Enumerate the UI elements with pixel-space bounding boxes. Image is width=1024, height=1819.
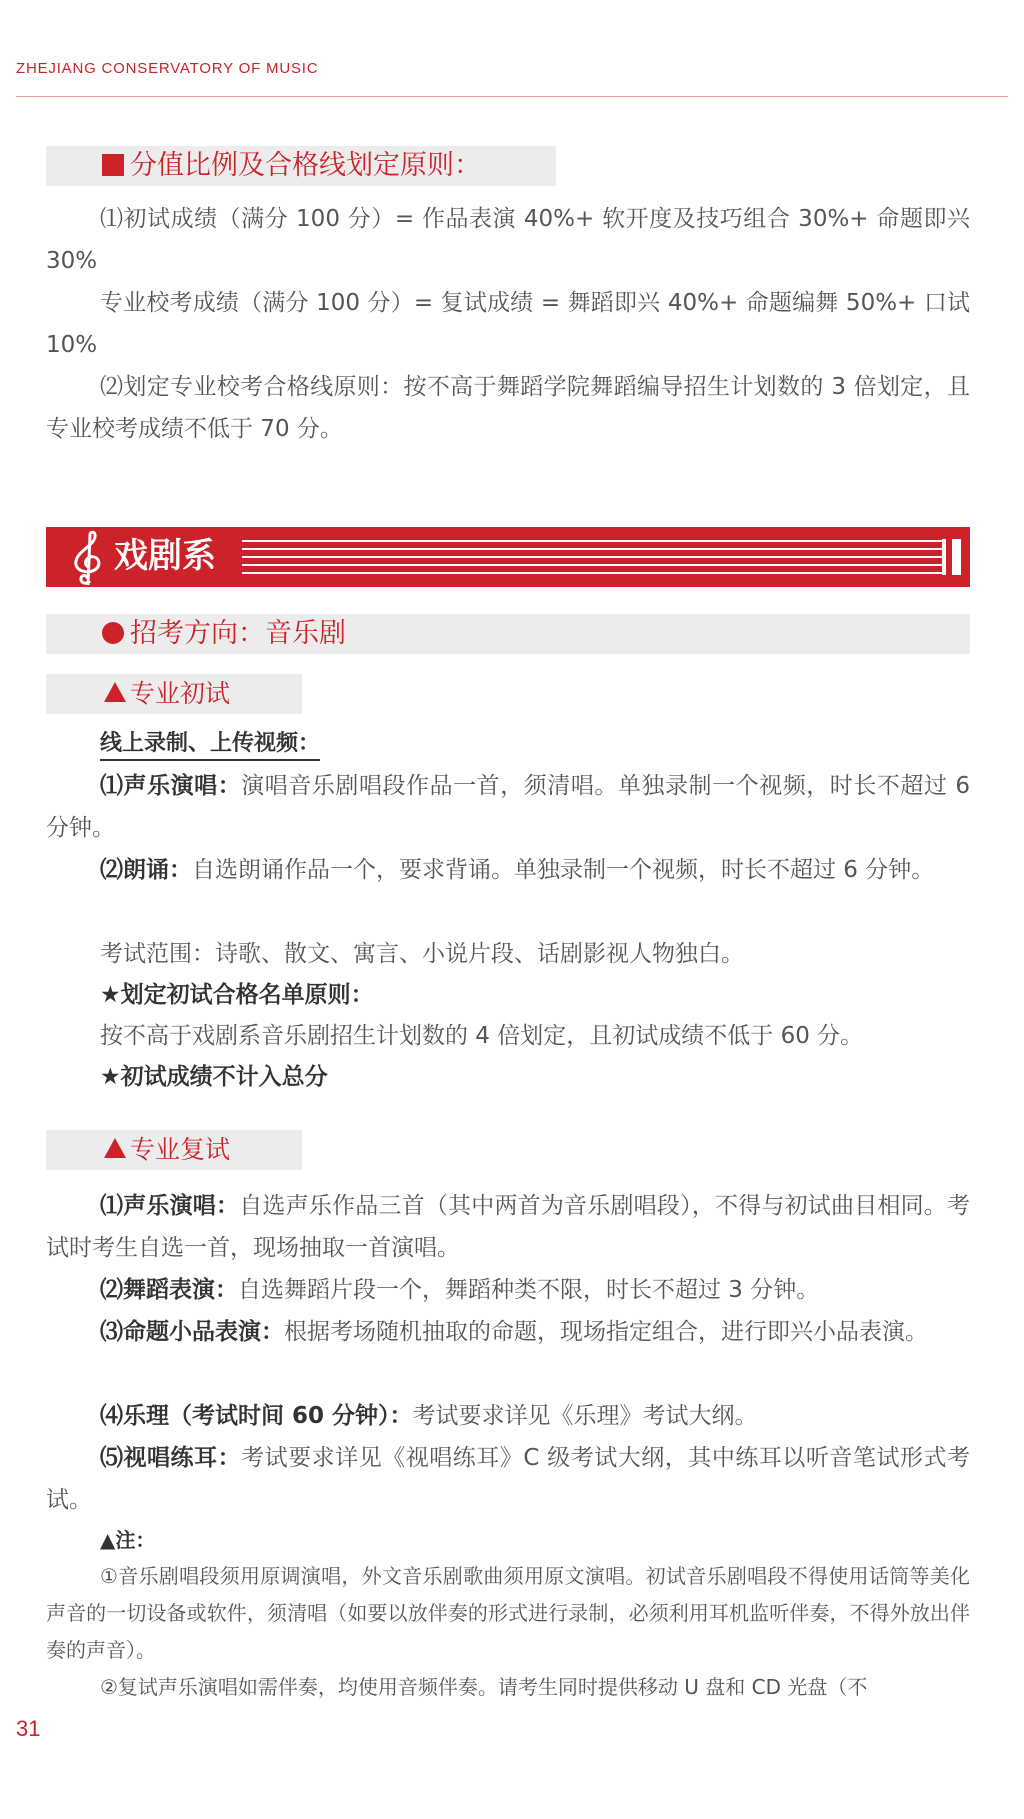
banner-title: 戏剧系 <box>114 536 216 576</box>
preliminary-rule-title: ★划定初试合格名单原则： <box>100 982 374 1008</box>
retest-heading <box>46 1130 302 1170</box>
note-1: ①音乐剧唱段须用原调演唱，外文音乐剧歌曲须用原文演唱。初试音乐剧唱段不得使用话筒等美化声音的一切设备或软件，须清唱（如要以放伴奏的形式进行录制，必须利用耳机监听伴奏，不得外放出伴奏的声音）。 <box>46 1564 970 1662</box>
score-paragraph-3: ⑵划定专业校考合格线原则：按不高于舞蹈学院舞蹈编导招生计划数的 3 倍划定，且专业校考成绩不低于 70 分。 <box>46 374 970 442</box>
retest-item-1-title: ⑴声乐演唱： <box>100 1193 240 1219</box>
square-bullet-icon <box>102 154 124 176</box>
circle-bullet-icon <box>102 622 124 644</box>
retest-label: 专业复试 <box>130 1135 231 1164</box>
retest-item-4 <box>46 1395 970 1437</box>
preliminary-item-1 <box>46 765 970 849</box>
retest-item-3 <box>46 1311 970 1353</box>
retest-item-5 <box>46 1437 970 1521</box>
triangle-bullet-icon <box>104 682 126 702</box>
exam-scope: 考试范围：诗歌、散文、寓言、小说片段、话剧影视人物独白。 <box>100 941 744 967</box>
preliminary-item-1-text: 演唱音乐剧唱段作品一首，须清唱。单独录制一个视频，时长不超过 6 分钟。 <box>46 773 971 841</box>
preliminary-item-2-title: ⑵朗诵： <box>100 857 192 883</box>
online-recording-note: 线上录制、上传视频： <box>100 726 320 761</box>
staff-lines <box>242 537 966 577</box>
retest-item-3-title: ⑶命题小品表演： <box>100 1319 284 1345</box>
retest-item-1 <box>46 1185 970 1269</box>
preliminary-item-1-title: ⑴声乐演唱： <box>100 773 242 799</box>
retest-item-3-text: 根据考场随机抽取的命题，现场指定组合，进行即兴小品表演。 <box>284 1319 928 1345</box>
page-header-title: ZHEJIANG CONSERVATORY OF MUSIC <box>16 60 319 77</box>
score-paragraph-1: ⑴初试成绩（满分 100 分）= 作品表演 40%+ 软开度及技巧组合 30%+ 命题即兴 30% <box>46 206 970 274</box>
notes-title: ▲注： <box>100 1528 156 1552</box>
preliminary-rule-text: 按不高于戏剧系音乐剧招生计划数的 4 倍划定，且初试成绩不低于 60 分。 <box>100 1023 864 1049</box>
preliminary-score-note: ★初试成绩不计入总分 <box>100 1064 328 1090</box>
drama-department-banner <box>46 527 970 587</box>
retest-item-2 <box>46 1269 970 1311</box>
retest-item-1-text: 自选声乐作品三首（其中两首为音乐剧唱段），不得与初试曲目相同。考试时考生自选一首，现场抽取一首演唱。 <box>46 1193 971 1261</box>
retest-item-4-title: ⑷乐理（考试时间 60 分钟）： <box>100 1403 413 1429</box>
retest-item-5-text: 考试要求详见《视唱练耳》C 级考试大纲，其中练耳以听音笔试形式考试。 <box>46 1445 971 1513</box>
retest-item-4-text: 考试要求详见《乐理》考试大纲。 <box>412 1403 758 1429</box>
score-section-heading <box>46 146 556 186</box>
page-number: 31 <box>16 1716 41 1741</box>
retest-item-2-title: ⑵舞蹈表演： <box>100 1277 238 1303</box>
preliminary-item-2 <box>46 849 970 891</box>
direction-text: 招考方向：音乐剧 <box>130 618 346 649</box>
score-heading-text: 分值比例及合格线划定原则： <box>130 150 481 181</box>
retest-item-2-text: 自选舞蹈片段一个，舞蹈种类不限，时长不超过 3 分钟。 <box>238 1277 820 1303</box>
score-paragraph-2: 专业校考成绩（满分 100 分）= 复试成绩 = 舞蹈即兴 40%+ 命题编舞 50%+ 口试 10% <box>46 290 970 358</box>
preliminary-item-2-text: 自选朗诵作品一个，要求背诵。单独录制一个视频，时长不超过 6 分钟。 <box>192 857 935 883</box>
direction-heading <box>46 614 970 654</box>
triangle-bullet-icon <box>104 1138 126 1158</box>
retest-item-5-title: ⑸视唱练耳： <box>100 1445 242 1471</box>
treble-clef-icon <box>66 529 110 587</box>
note-2: ②复试声乐演唱如需伴奏，均使用音频伴奏。请考生同时提供移动 U 盘和 CD 光盘（不 <box>100 1675 868 1699</box>
preliminary-label: 专业初试 <box>130 679 231 708</box>
preliminary-heading <box>46 674 302 714</box>
header-divider <box>16 96 1008 97</box>
